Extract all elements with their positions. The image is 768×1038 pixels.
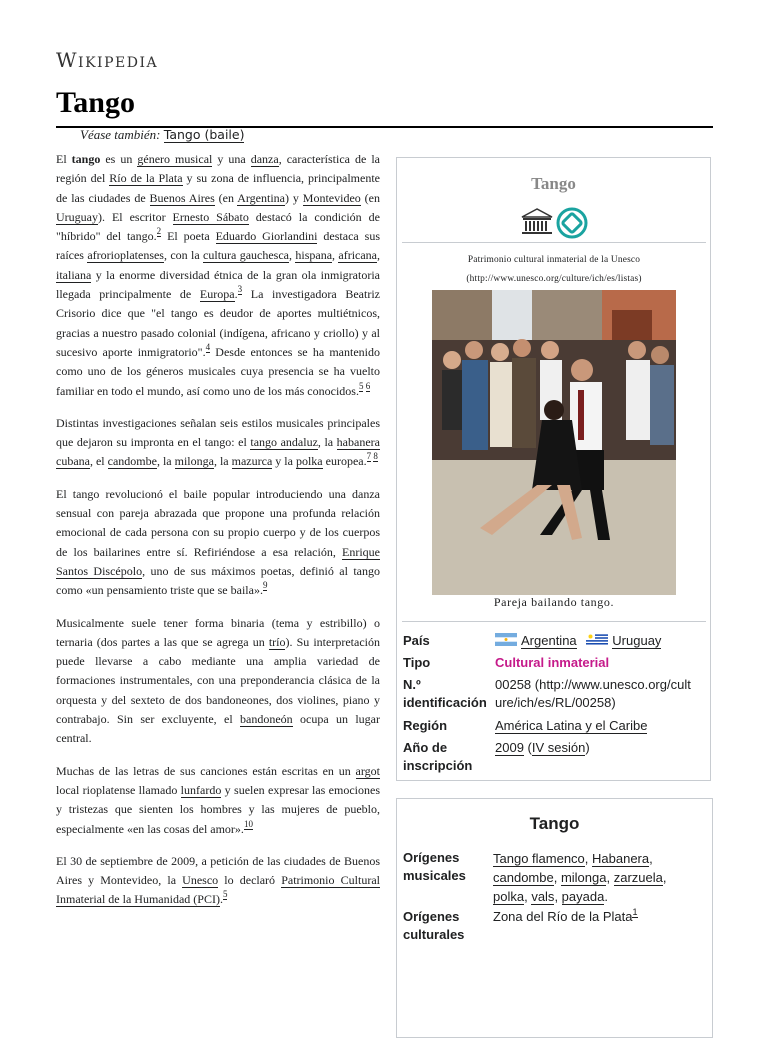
origenes-culturales-label: Orígenes culturales [403,909,465,942]
infobox2-title: Tango [529,814,580,833]
link-region[interactable]: América Latina y el Caribe [495,718,648,733]
link-vals[interactable]: vals [531,889,555,904]
identificacion-label: N.º identificación [403,677,487,710]
reference-link[interactable]: 9 [262,580,268,591]
link-habanera-cubana[interactable]: habanera cubana [56,435,380,469]
link-hispana[interactable]: hispana [295,248,333,263]
argentina-flag-icon[interactable] [495,633,517,646]
tango-dancers-photo[interactable] [432,290,676,595]
link-patrimonio-cultural-inmaterial[interactable]: Patrimonio Cultural Inmaterial de la Humanidad (PCI) [56,873,380,907]
unesco-list-link[interactable]: Patrimonio cultural inmaterial de la Unesco (http://www.unesco.org/culture/ich/es/listas) [466,255,642,284]
pais-label: País [403,633,430,648]
link-lunfardo[interactable]: lunfardo [180,782,222,797]
link-candombe[interactable]: candombe [107,454,157,469]
see-also-link[interactable]: Tango (baile) [163,127,245,142]
see-also-hatnote [80,127,244,143]
link-iv-sesion[interactable]: IV sesión [531,740,586,755]
link-milonga[interactable]: milonga [174,454,214,469]
uruguay-flag-icon[interactable] [586,633,608,646]
intangible-heritage-icon[interactable] [556,207,588,239]
tipo-label: Tipo [403,655,431,670]
link-europa[interactable]: Europa [199,287,235,302]
infobox-title: Tango [531,174,576,193]
link-eduardo-giorlandini[interactable]: Eduardo Giorlandini [215,229,318,244]
reference-link[interactable]: 5 [222,889,228,900]
wikipedia-logo[interactable]: Wikipedia [56,48,159,72]
link-candombe[interactable]: candombe [493,870,554,885]
see-also-label: Véase también: [80,127,161,142]
link-ernesto-sabato[interactable]: Ernesto Sábato [172,209,249,224]
unesco-emblem-icon[interactable] [520,208,554,236]
anio-label: Año de inscripción [403,740,473,773]
origenes-musicales-label: Orígenes musicales [403,850,466,883]
paragraph-4: Musicalmente suele tener forma binaria (tema y estribillo) o ternaria (dos partes a las que se agrega un trío). Su interpretación puede llevarse a cabo mediante una amplia variedad de formaciones instrumentales, con una preponderancia clásica de la orquesta y del sexteto de dos bandoneones, dos violines, piano y contrabajo. Sin ser excluyente, el bandoneón ocupa un lugar central. [56,615,380,746]
link-argentina[interactable]: Argentina [237,190,285,205]
paragraph-3: El tango revolucionó el baile popular introduciendo una danza sensual con pareja abrazada que propone una profunda relación emocional de cada persona con su propio cuerpo y de los cuerpos de los bailarines entre sí. Refiriéndose a esa relación, Enrique Santos Discépolo, uno de sus máximos poetas, definió al tango como «un pensamiento triste que se baila».$^9$ [56,486,380,598]
reference-link[interactable]: 3 [237,284,243,295]
link-afrorioplatenses[interactable]: afrorioplatenses [87,248,164,263]
link-cultura-gauchesca[interactable]: cultura gauchesca [203,248,289,263]
link-italiana[interactable]: italiana [56,267,92,282]
link-habanera[interactable]: Habanera [592,851,650,866]
anio-value: 2009 (IV sesión) [495,740,590,755]
link-payada[interactable]: payada [561,889,605,904]
reference-link[interactable]: 2 [156,226,162,237]
link-argot[interactable]: argot [355,763,380,778]
link-trio[interactable]: trío [268,634,286,649]
link-buenos-aires[interactable]: Buenos Aires [149,190,215,205]
link-danza[interactable]: danza [250,152,279,166]
link-milonga[interactable]: milonga [560,870,607,885]
divider [402,621,706,622]
link-tango-flamenco[interactable]: Tango flamenco [493,851,585,866]
region-label: Región [403,718,448,733]
origenes-culturales-value: Zona del Río de la Plata$^1$ [493,907,638,924]
link-mazurca[interactable]: mazurca [231,454,273,469]
link-argentina[interactable]: Argentina [521,633,577,648]
reference-link[interactable]: 6 [365,380,371,391]
reference-link[interactable]: 7 [366,451,372,462]
paragraph-1: El tango es un género musical y una danza, característica de la región del Río de la Plata y su zona de influencia, principalmente de las ciudades de Buenos Aires (en Argentina) y Montevideo (en Uruguay). El escritor Ernesto Sábato destacó la condición de "híbrido" del tango.$^2$ El poeta Eduardo Giorlandini destaca sus raíces afrorioplatenses, con la cultura gauchesca, hispana, africana, italiana y la enorme diversidad étnica de la gran ola inmigratoria llegada principalmente de Europa.$^3$ La investigadora Beatriz Crisorio dice que "el tango es deudor de aportes multiétnicos, gracias a nuestro pasado colonial (indígena, africano y criollo) y al sucesivo aporte inmigratorio".$^4$ Desde entonces se ha mantenido como uno de los géneros musicales cuya presencia se ha vuelto familiar en todo el mundo, así como uno de los más conocidos.$^{5 6}$ [56,152,381,398]
link-africana[interactable]: africana [338,248,378,263]
link-bandoneon[interactable]: bandoneón [240,712,293,727]
link-tango-andaluz[interactable]: tango andaluz [250,435,318,450]
photo-caption: Pareja bailando tango. [493,595,615,609]
origenes-musicales-value: Tango flamenco, Habanera, candombe, milonga, zarzuela, polka, vals, payada. [493,851,667,904]
paragraph-6: El 30 de septiembre de 2009, a petición de las ciudades de Buenos Aires y Montevideo, la Unesco lo declaró Patrimonio Cultural Inmaterial de la Humanidad (PCI).$^5$ [56,853,380,907]
article-body [56,150,380,923]
reference-link[interactable]: 1 [632,907,638,917]
link-uruguay[interactable]: Uruguay [56,209,98,224]
region-value [495,717,647,735]
reference-link[interactable]: 4 [205,341,211,352]
pais-value [495,632,661,650]
reference-link[interactable]: 8 [373,451,378,462]
paragraph-5: Muchas de las letras de sus canciones están escritas en un argot local rioplatense llamado lunfardo y suelen expresar las emociones y tristezas que sienten los hombres y las mujeres de pueblo, especialmente «en las cosas del amor».$^{10}$ [56,763,380,836]
paragraph-2: Distintas investigaciones señalan seis estilos musicales principales que dejaron su impronta en el tango: el tango andaluz, la habanera cubana, el candombe, la milonga, la mazurca y la polka europea.$^{7 8}$ [56,415,380,469]
link-polka[interactable]: polka [295,454,323,469]
page-title: Tango [56,86,135,119]
link-genero-musical[interactable]: género musical [137,152,213,166]
link-uruguay[interactable]: Uruguay [612,633,662,648]
reference-link[interactable]: 5 [358,380,364,391]
identificacion-value[interactable]: 00258 (http://www.unesco.org/cult ure/ich/es/RL/00258) [495,677,691,710]
divider [402,242,706,243]
link-polka[interactable]: polka [493,889,525,904]
link-enrique-santos-discepolo[interactable]: Enrique Santos Discépolo [56,544,380,578]
link-zarzuela[interactable]: zarzuela [613,870,663,885]
link-2009[interactable]: 2009 [495,740,524,755]
link-montevideo[interactable]: Montevideo [302,190,361,205]
tipo-value[interactable]: Cultural inmaterial [495,655,610,670]
reference-link[interactable]: 10 [243,818,253,829]
link-unesco[interactable]: Unesco [182,873,219,888]
link-rio-de-la-plata[interactable]: Río de la Plata [109,171,183,186]
